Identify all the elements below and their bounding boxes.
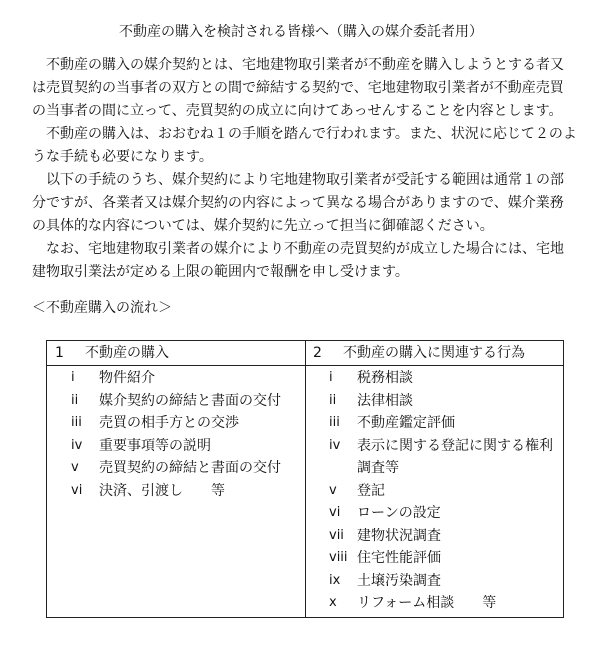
roman-numeral: iv [71, 437, 83, 453]
intro-text [32, 54, 577, 284]
roman-numeral: iii [71, 415, 82, 430]
list-item-text: 税務相談 [357, 370, 413, 386]
roman-numeral: ix [329, 572, 341, 588]
table-column-divider [305, 341, 306, 617]
related-acts-list [313, 367, 559, 615]
roman-numeral: v [329, 482, 337, 498]
purchase-steps-list [55, 367, 299, 502]
list-item [313, 367, 559, 390]
flow-heading: ＜不動産購入の流れ＞ [32, 300, 172, 316]
list-item [313, 570, 559, 593]
roman-numeral: ii [329, 392, 337, 408]
list-item-text: 物件紹介 [99, 370, 155, 386]
roman-numeral: ii [71, 392, 79, 408]
list-item-text: 重要事項等の説明 [99, 437, 211, 454]
column-number: 2 [313, 345, 322, 361]
column-header-label: 不動産の購入に関連する行為 [343, 345, 525, 361]
list-item [313, 480, 559, 503]
list-item-text: 登記 [357, 482, 385, 499]
roman-numeral: v [71, 460, 79, 475]
list-item-text: リフォーム相談 等 [357, 595, 497, 611]
list-item-text: 売買契約の締結と書面の交付 [99, 460, 281, 476]
paragraph-definition: 不動産の購入の媒介契約とは、宅地建物取引業者が不動産を購入しようとする者又は売買契約の当事者の双方との間で締結する契約で、宅地建物取引業者が不動産売買の当事者の間に立って、売買契約の成立に向けてあっせんすることを内容とします。 [32, 57, 564, 119]
list-item-text: 土壌汚染調査 [357, 572, 441, 589]
paragraph-scope: 以下の手続のうち、媒介契約により宅地建物取引業者が受託する範囲は通常１の部分ですが、各業者又は媒介契約の内容によって異なる場合がありますので、媒介業務の具体的な内容については、媒介契約に先立って担当に御確認ください。 [32, 172, 564, 234]
roman-numeral: iii [329, 415, 340, 430]
list-item-text: 売買の相手方との交渉 [99, 415, 239, 431]
list-item [55, 480, 299, 503]
list-item-text: ローンの設定 [357, 505, 441, 521]
list-item [55, 457, 299, 480]
list-item-text: 決済、引渡し 等 [99, 482, 225, 499]
roman-numeral: vii [329, 527, 344, 543]
list-item [313, 435, 559, 480]
list-item [313, 592, 559, 615]
column-header-label: 不動産の購入 [85, 345, 169, 361]
list-item-text: 不動産鑑定評価 [357, 415, 455, 431]
list-item [55, 412, 299, 435]
list-item [55, 367, 299, 390]
list-item-text: 住宅性能評価 [357, 550, 441, 566]
column-number: 1 [55, 345, 64, 361]
list-item-text: 媒介契約の締結と書面の交付 [99, 392, 281, 409]
purchase-flow-table [46, 340, 564, 618]
list-item [313, 390, 559, 413]
column-header-related-acts [313, 343, 525, 363]
list-item [313, 412, 559, 435]
roman-numeral: vi [329, 505, 341, 520]
list-item [313, 525, 559, 548]
list-item-text: 表示に関する登記に関する権利調査等 [357, 437, 553, 476]
column-header-purchase [55, 343, 169, 363]
roman-numeral: i [329, 370, 333, 385]
paragraph-procedure: 不動産の購入は、おおむね１の手順を踏んで行われます。また、状況に応じて２のような手続も必要になります。 [32, 126, 577, 165]
roman-numeral: iv [329, 437, 341, 453]
list-item [55, 390, 299, 413]
roman-numeral: viii [329, 550, 348, 565]
document-title: 不動産の購入を検討される皆様へ（購入の媒介委託者用） [119, 24, 483, 40]
roman-numeral: vi [71, 482, 83, 498]
roman-numeral: x [329, 595, 337, 610]
list-item-text: 建物状況調査 [357, 527, 441, 544]
list-item [55, 435, 299, 458]
list-item [313, 502, 559, 525]
list-item-text: 法律相談 [357, 392, 413, 409]
paragraph-fee: なお、宅地建物取引業者の媒介により不動産の売買契約が成立した場合には、宅地建物取引業法が定める上限の範囲内で報酬を申し受けます。 [32, 241, 564, 280]
list-item [313, 547, 559, 570]
roman-numeral: i [71, 370, 75, 385]
